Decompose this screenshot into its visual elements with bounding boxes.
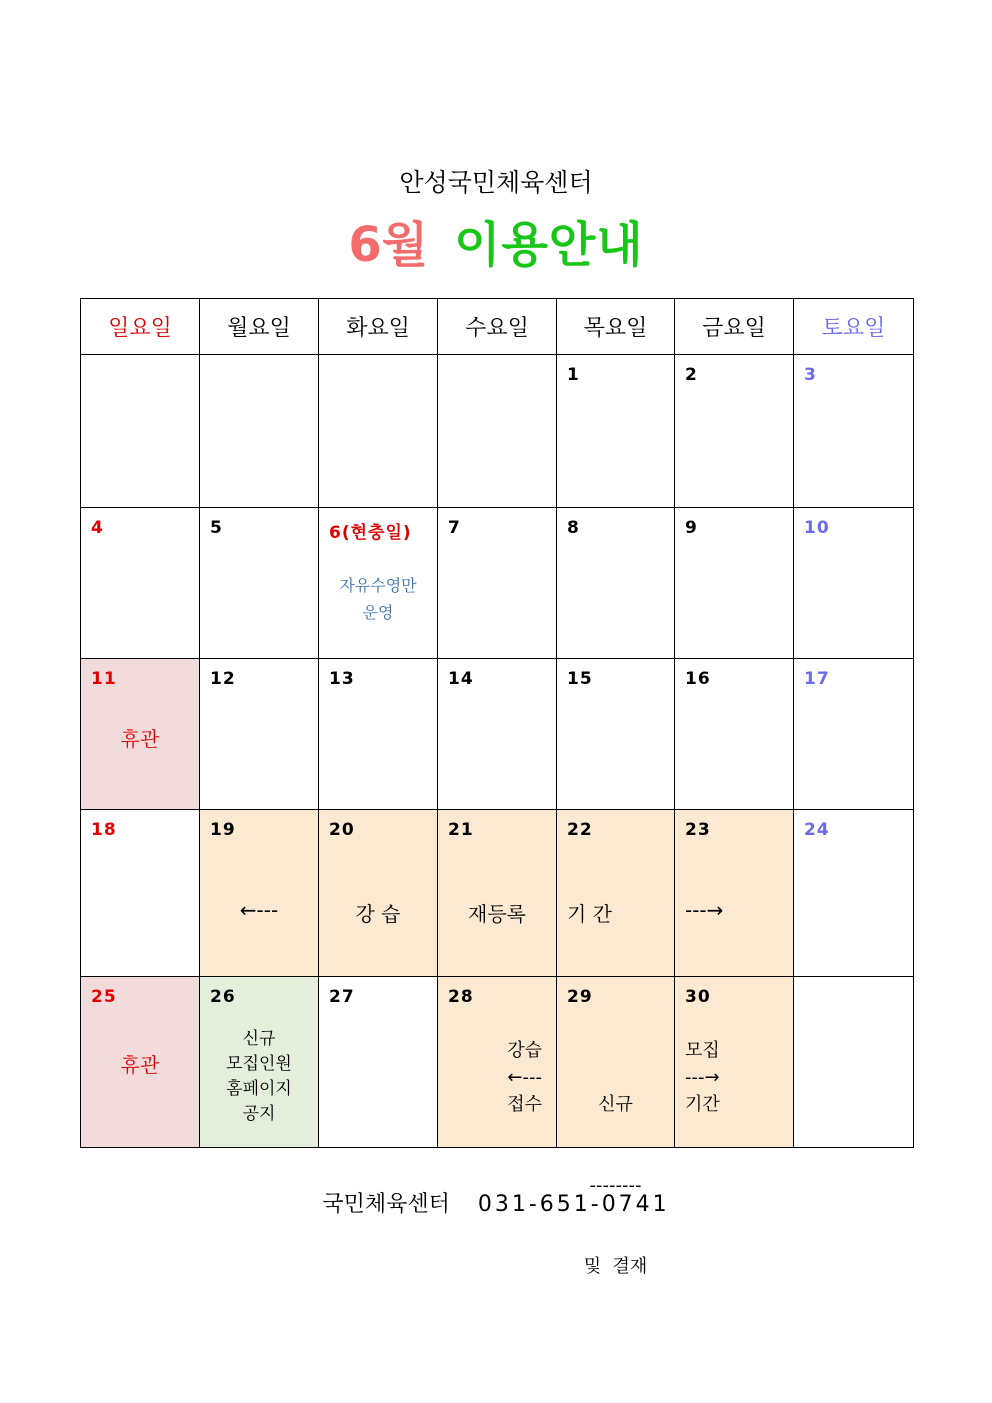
day-cell (675, 659, 794, 810)
new-receive-label: 접수 (507, 1094, 542, 1115)
title-month: 6월 (348, 217, 429, 273)
week-row (81, 810, 914, 977)
free-swim-line2: 운영 (362, 603, 394, 622)
footer-center-name: 국민체육센터 (322, 1192, 450, 1217)
day-cell-registration (557, 810, 675, 977)
day-number: 5 (210, 518, 223, 538)
registration-word-class: 강 습 (355, 902, 401, 926)
day-number: 18 (91, 820, 117, 840)
day-number: 12 (210, 669, 236, 689)
day-number: 13 (329, 669, 355, 689)
day-cell-registration (319, 810, 438, 977)
day-cell (675, 355, 794, 508)
closed-label: 휴관 (120, 727, 160, 751)
day-cell (319, 355, 438, 508)
day-cell (81, 810, 200, 977)
week-row (81, 508, 914, 659)
day-number: 24 (804, 820, 830, 840)
recruit-notice (200, 1027, 318, 1127)
day-cell (319, 659, 438, 810)
day-number: 8 (567, 518, 580, 538)
day-number: 22 (567, 820, 593, 840)
day-number: 2 (685, 365, 698, 385)
day-number: 30 (685, 987, 711, 1007)
day-number: 9 (685, 518, 698, 538)
organization-title: 안성국민체육센터 (399, 168, 593, 197)
registration-word-renew: 재등록 (468, 902, 526, 926)
new-new-label: 신규 (598, 1094, 633, 1115)
day-cell-registration (200, 810, 319, 977)
day-number: 26 (210, 987, 236, 1007)
new-and-pay-label: 및 결재 (583, 1256, 648, 1277)
new-class-label: 강습 (507, 1040, 542, 1061)
recruit-line3: 홈페이지 (226, 1079, 292, 1099)
weekday-wed: 수요일 (438, 299, 557, 355)
day-cell (438, 508, 557, 659)
day-cell (794, 977, 914, 1148)
day-cell (794, 508, 914, 659)
new-registration-block (438, 1037, 556, 1118)
new-dash: -------- (589, 1175, 642, 1196)
day-cell-registration (438, 810, 557, 977)
day-cell-closed (81, 977, 200, 1148)
day-number: 19 (210, 820, 236, 840)
day-cell (438, 355, 557, 508)
day-cell (200, 508, 319, 659)
day-number: 11 (91, 669, 117, 689)
day-number: 1 (567, 365, 580, 385)
weekday-thu: 목요일 (557, 299, 675, 355)
day-cell (200, 355, 319, 508)
day-cell-registration (675, 810, 794, 977)
week-row (81, 355, 914, 508)
day-number: 29 (567, 987, 593, 1007)
day-cell (557, 659, 675, 810)
new-registration-block (675, 1037, 793, 1118)
day-number: 23 (685, 820, 711, 840)
day-cell (675, 508, 794, 659)
registration-arrow-right: ---→ (685, 898, 724, 922)
day-cell (319, 977, 438, 1148)
day-cell (557, 355, 675, 508)
new-arrow-right: ---→ (685, 1067, 720, 1088)
free-swim-line1: 자유수영만 (339, 576, 417, 595)
recruit-line4: 공지 (242, 1104, 276, 1124)
day-cell (794, 810, 914, 977)
day-cell (438, 659, 557, 810)
day-cell (319, 508, 438, 659)
day-cell (81, 508, 200, 659)
day-number: 28 (448, 987, 474, 1007)
weekday-header-row (81, 299, 914, 355)
footer-phone: 031-651-0741 (477, 1192, 670, 1217)
closed-label: 휴관 (120, 1053, 160, 1077)
title-guide: 이용안내 (454, 217, 644, 273)
weekday-sat: 토요일 (794, 299, 914, 355)
day-number: 14 (448, 669, 474, 689)
day-cell-new-registration (438, 977, 557, 1148)
new-registration-block (557, 1037, 674, 1334)
footer-contact (0, 1187, 992, 1218)
day-number: 7 (448, 518, 461, 538)
day-cell (200, 659, 319, 810)
day-number: 4 (91, 518, 104, 538)
day-number: 20 (329, 820, 355, 840)
free-swim-notice (319, 572, 437, 626)
day-number: 15 (567, 669, 593, 689)
week-row (81, 977, 914, 1148)
day-cell (81, 355, 200, 508)
day-number-holiday: 6(현충일) (329, 523, 412, 543)
recruit-line1: 신규 (242, 1029, 276, 1049)
new-arrow-left: ←--- (507, 1067, 542, 1088)
weekday-sun: 일요일 (81, 299, 200, 355)
day-cell (794, 659, 914, 810)
weekday-tue: 화요일 (319, 299, 438, 355)
page-title (0, 206, 992, 275)
registration-arrow-left: ←--- (239, 898, 279, 922)
day-number: 21 (448, 820, 474, 840)
day-number: 27 (329, 987, 355, 1007)
day-number: 16 (685, 669, 711, 689)
day-number: 17 (804, 669, 830, 689)
day-number: 10 (804, 518, 830, 538)
weekday-mon: 월요일 (200, 299, 319, 355)
day-cell (794, 355, 914, 508)
weekday-fri: 금요일 (675, 299, 794, 355)
recruit-line2: 모집인원 (226, 1054, 292, 1074)
day-number: 3 (804, 365, 817, 385)
new-period-label: 기간 (685, 1094, 720, 1115)
day-cell-closed (81, 659, 200, 810)
registration-word-period: 기 간 (567, 902, 612, 926)
new-recruit-label: 모집 (685, 1040, 720, 1061)
day-cell (557, 508, 675, 659)
week-row (81, 659, 914, 810)
day-cell-new-registration (675, 977, 794, 1148)
day-cell-recruit-notice (200, 977, 319, 1148)
day-number: 25 (91, 987, 117, 1007)
